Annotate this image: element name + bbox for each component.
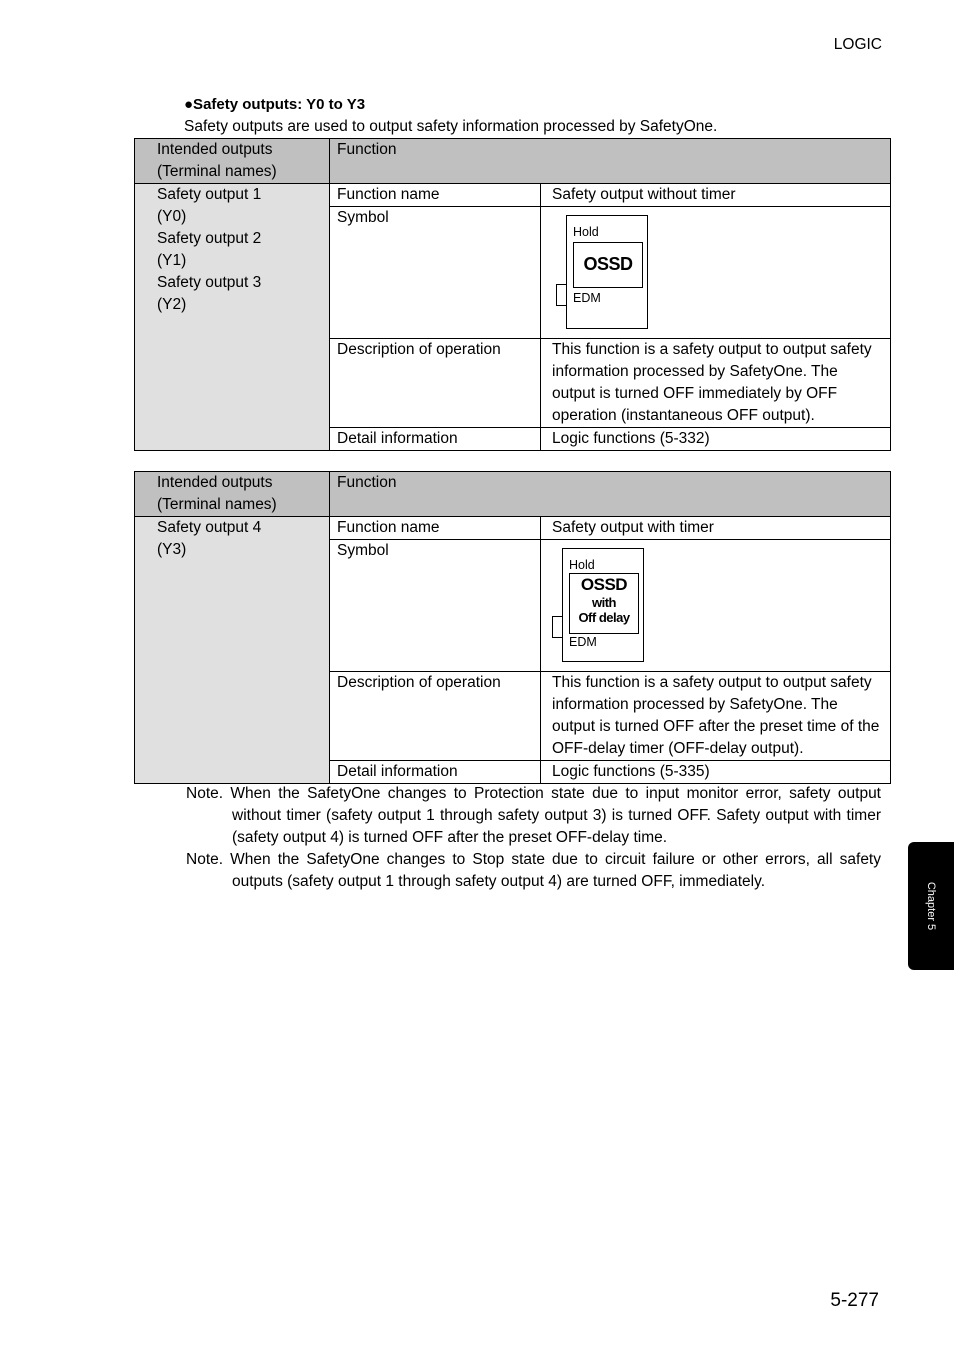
intended-outputs-cell [135, 517, 330, 784]
note-protection-state: Note. When the SafetyOne changes to Protection state due to input monitor error, safety output without timer (safety output 1 through safety output 3) is turned OFF. Safety output with timer (safety output 4) is turned OFF after the preset OFF-delay time. [186, 785, 881, 846]
chapter-tab [908, 842, 954, 970]
edm-label: EDM [573, 291, 601, 305]
safety-output-table-1 [134, 138, 891, 451]
symbol-label: Symbol [330, 540, 541, 672]
function-name-label: Function name [330, 517, 541, 540]
output-label: Safety output 2 [157, 230, 262, 247]
output-label: Safety output 4 [157, 519, 262, 536]
running-header: LOGIC [833, 36, 882, 53]
header-function: Function [330, 139, 891, 184]
section-title: ●Safety outputs: Y0 to Y3 [184, 96, 366, 113]
description-label: Description of operation [330, 672, 541, 761]
output-label: (Y1) [157, 252, 187, 269]
edm-label: EDM [569, 635, 597, 649]
function-name-value: Safety output with timer [541, 517, 891, 540]
detail-value: Logic functions (5-332) [541, 428, 891, 451]
note-stop-state: Note. When the SafetyOne changes to Stop state due to circuit failure or other errors, all safety outputs (safety output 1 through safety output 4) are turned OFF, immediately. [186, 851, 881, 890]
safety-output-table-2 [134, 471, 891, 784]
symbol-label: Symbol [330, 207, 541, 339]
header-intended-outputs: Intended outputs (Terminal names) [135, 472, 330, 517]
ossd-off-delay-symbol [541, 540, 890, 670]
output-label: Safety output 1 [157, 186, 262, 203]
function-name-value: Safety output without timer [541, 184, 891, 207]
symbol-cell [541, 207, 891, 339]
section-intro: Safety outputs are used to output safety information processed by SafetyOne. [184, 118, 718, 135]
hold-label: Hold [573, 225, 599, 239]
detail-label: Detail information [330, 761, 541, 784]
header-intended-outputs: Intended outputs (Terminal names) [135, 139, 330, 184]
output-label: (Y2) [157, 296, 187, 313]
detail-label: Detail information [330, 428, 541, 451]
page-number: 5-277 [830, 1290, 879, 1311]
function-name-label: Function name [330, 184, 541, 207]
hold-label: Hold [569, 558, 595, 572]
ossd-label-box: OSSD with Off delay [569, 573, 639, 634]
output-label: (Y3) [157, 541, 187, 558]
ossd-label-box: OSSD [573, 242, 643, 288]
header-function: Function [330, 472, 891, 517]
symbol-cell [541, 540, 891, 672]
intended-outputs-cell [135, 184, 330, 451]
output-label: Safety output 3 [157, 274, 262, 291]
detail-value: Logic functions (5-335) [541, 761, 891, 784]
notes [186, 783, 881, 893]
chapter-tab-label: Chapter 5 [925, 881, 937, 931]
description-label: Description of operation [330, 339, 541, 428]
output-label: (Y0) [157, 208, 187, 225]
description-value: This function is a safety output to output safety information processed by SafetyOne. The output is turned OFF immediately by OFF operation (instantaneous OFF output). [541, 339, 891, 428]
description-value: This function is a safety output to output safety information processed by SafetyOne. The output is turned OFF after the preset time of the OFF-delay timer (OFF-delay output). [541, 672, 891, 761]
ossd-symbol [541, 207, 890, 337]
